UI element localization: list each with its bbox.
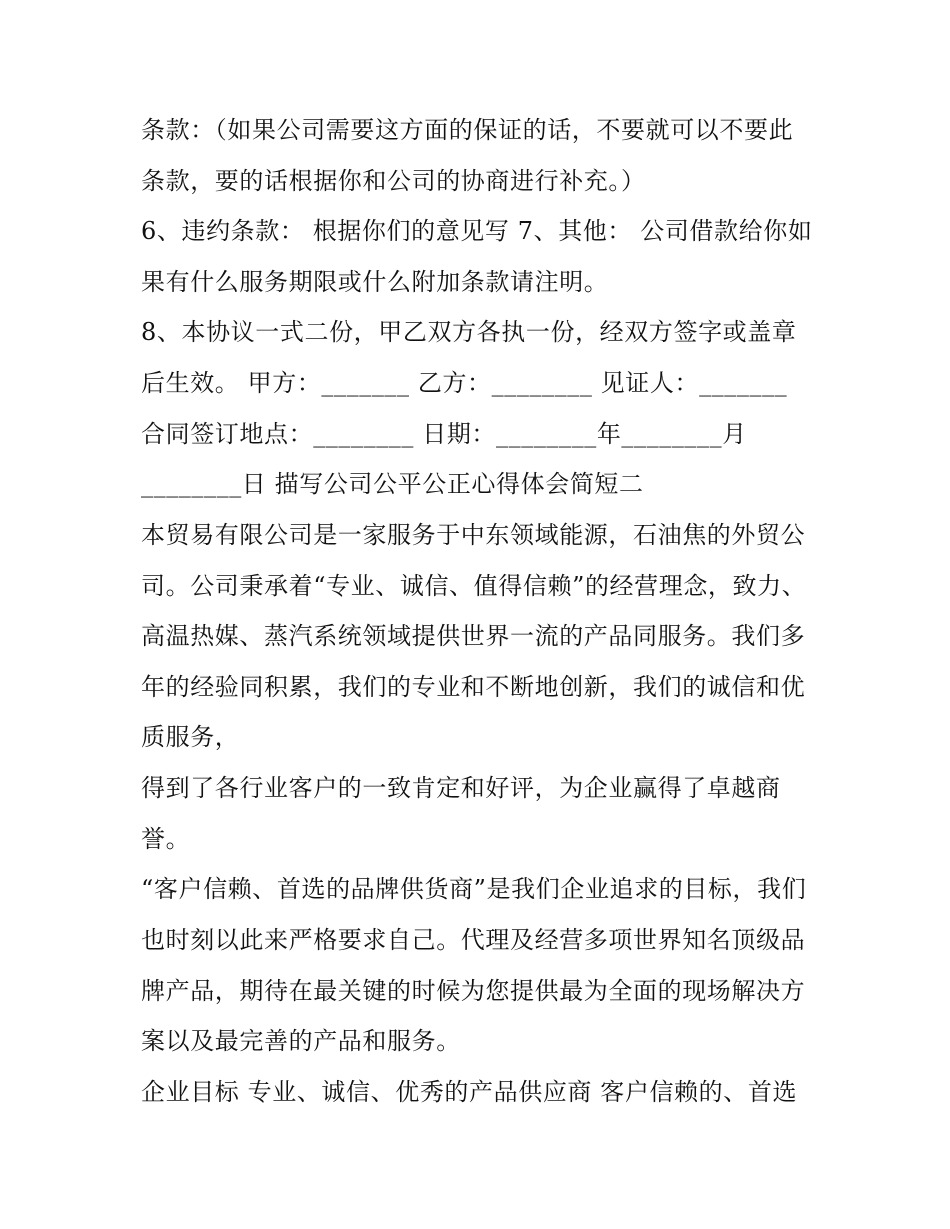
- text-line: ________日 描写公司公平公正心得体会简短二: [141, 470, 644, 498]
- text-line: 合同签订地点：________ 日期：________年________月: [141, 420, 747, 448]
- text-line: 牌产品，期待在最关键的时候为您提供最为全面的现场解决方: [141, 977, 806, 1005]
- text-line: 6、违约条款： 根据你们的意见写 7、其他： 公司借款给你如: [141, 217, 813, 245]
- text-line: 高温热媒、蒸汽系统领域提供世界一流的产品同服务。我们多: [141, 622, 806, 650]
- text-line: 后生效。 甲方：_______ 乙方：________ 见证人：_______: [141, 369, 788, 397]
- text-line: 条款，要的话根据你和公司的协商进行补充。）: [141, 167, 646, 195]
- text-line: 年的经验同积累，我们的专业和不断地创新，我们的诚信和优: [141, 673, 806, 701]
- text-line: “客户信赖、首选的品牌供货商”是我们企业追求的目标，我们: [141, 875, 807, 903]
- text-line: 案以及最完善的产品和服务。: [141, 1027, 461, 1055]
- text-line: 条款：（如果公司需要这方面的保证的话，不要就可以不要此: [141, 116, 794, 144]
- text-line: 本贸易有限公司是一家服务于中东领域能源，石油焦的外贸公: [141, 521, 806, 549]
- text-line: 8、本协议一式二份，甲乙双方各执一份，经双方签字或盖章: [141, 318, 797, 346]
- text-line: 也时刻以此来严格要求自己。代理及经营多项世界知名顶级品: [141, 926, 806, 954]
- text-line: 企业目标 专业、诚信、优秀的产品供应商 客户信赖的、首选: [141, 1078, 798, 1106]
- text-line: 质服务，: [141, 723, 240, 751]
- text-line: 得到了各行业客户的一致肯定和好评，为企业赢得了卓越商: [141, 774, 781, 802]
- text-line: 司。公司秉承着“专业、诚信、值得信赖”的经营理念，致力、: [141, 572, 807, 600]
- text-line: 誉。: [141, 825, 191, 853]
- text-line: 果有什么服务期限或什么附加条款请注明。: [141, 268, 609, 296]
